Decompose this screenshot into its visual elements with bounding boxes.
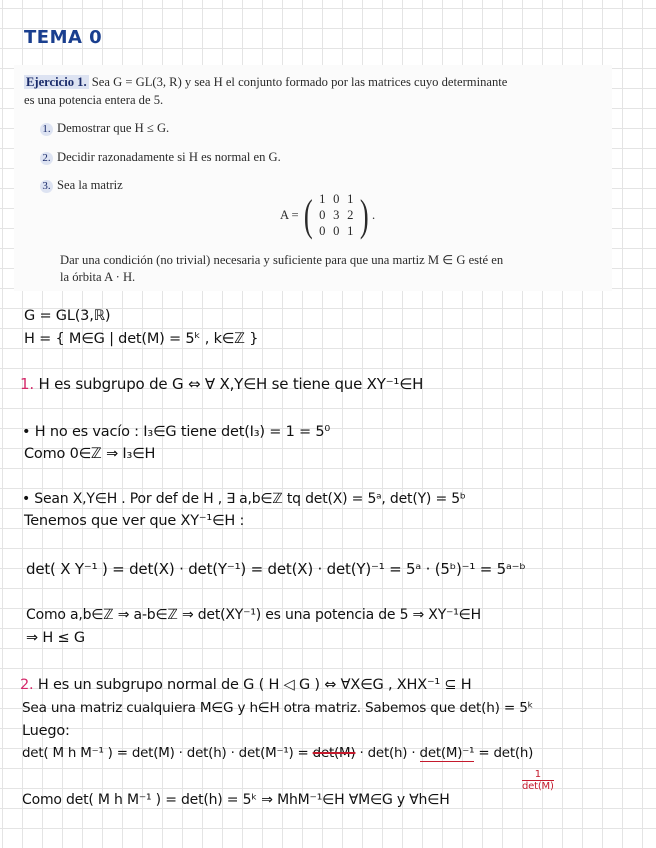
red-fraction-denominator: det(M) bbox=[522, 781, 554, 792]
matrix-lhs: A = bbox=[280, 208, 299, 222]
exercise-item-1 bbox=[40, 121, 169, 136]
item-number-badge: 3. bbox=[40, 180, 53, 193]
det2-cancelled: det(M) bbox=[312, 746, 356, 761]
como-line-2: ⇒ H ≤ G bbox=[26, 630, 85, 646]
matrix-cell: 0 bbox=[319, 224, 326, 238]
left-paren: ( bbox=[303, 190, 313, 240]
def-h: H = { M∈G | det(M) = 5ᵏ , k∈ℤ } bbox=[24, 331, 259, 347]
matrix-cell: 0 bbox=[333, 192, 340, 206]
exercise-statement-text: Sea G = GL(3, R) y sea H el conjunto formado por las matrices cuyo determinante bbox=[91, 75, 508, 89]
matrix-cell: 0 bbox=[319, 208, 326, 222]
matrix-a bbox=[301, 192, 372, 239]
exercise-label: Ejercicio 1. bbox=[26, 75, 87, 89]
exercise-item-2 bbox=[40, 150, 281, 165]
matrix-cell: 1 bbox=[347, 192, 354, 206]
exercise-statement-line-1 bbox=[24, 75, 507, 90]
red-fraction-annotation bbox=[522, 769, 554, 792]
part-number: 1. bbox=[20, 375, 34, 393]
det2-part-a: det( M h M⁻¹ ) = det(M) · det(h) · det(M⁻¹) = bbox=[22, 746, 313, 761]
det-equation-2 bbox=[22, 746, 533, 761]
part-1-text: H es subgrupo de G ⇔ ∀ X,Y∈H se tiene que XY⁻¹∈H bbox=[38, 375, 424, 393]
matrix-cell: 3 bbox=[333, 208, 340, 222]
item-number-badge: 2. bbox=[40, 152, 53, 165]
item-text: Sea la matriz bbox=[57, 178, 123, 192]
sea-line-1: Sea una matriz cualquiera M∈G y h∈H otra matriz. Sabemos que det(h) = 5ᵏ bbox=[22, 700, 534, 716]
part-2-text: H es un subgrupo normal de G ( H ◁ G ) ⇔ ∀X∈G , XHX⁻¹ ⊆ H bbox=[37, 677, 472, 693]
exercise-item-3 bbox=[40, 178, 123, 193]
matrix-entries bbox=[315, 192, 357, 239]
item-number-badge: 1. bbox=[40, 123, 53, 136]
nonempty-line-2: Como 0∈ℤ ⇒ I₃∈H bbox=[24, 446, 156, 462]
det-equation-1: det( X Y⁻¹ ) = det(X) · det(Y⁻¹) = det(X) · det(Y)⁻¹ = 5ᵃ · (5ᵇ)⁻¹ = 5ᵃ⁻ᵇ bbox=[26, 560, 526, 578]
nonempty-line-1: • H no es vacío : I₃∈G tiene det(I₃) = 1 = 5⁰ bbox=[22, 424, 331, 440]
matrix-cell: 0 bbox=[333, 224, 340, 238]
condition-line-2: la órbita A · H. bbox=[60, 270, 136, 284]
part-number: 2. bbox=[20, 677, 34, 693]
det2-underlined: det(M)⁻¹ bbox=[419, 746, 475, 761]
det2-part-c: · det(h) · bbox=[355, 746, 420, 761]
def-g: G = GL(3,ℝ) bbox=[24, 308, 111, 324]
final-line: Como det( M h M⁻¹ ) = det(h) = 5ᵏ ⇒ MhM⁻¹∈H ∀M∈G y ∀h∈H bbox=[22, 792, 450, 808]
part-2-heading bbox=[20, 677, 472, 693]
part-1-heading bbox=[20, 375, 423, 393]
page-title: TEMA 0 bbox=[24, 27, 103, 48]
como-line-1: Como a,b∈ℤ ⇒ a-b∈ℤ ⇒ det(XY⁻¹) es una potencia de 5 ⇒ XY⁻¹∈H bbox=[26, 607, 481, 623]
item-text: Demostrar que H ≤ G. bbox=[57, 121, 170, 135]
exercise-statement-line-2: es una potencia entera de 5. bbox=[24, 93, 164, 107]
red-fraction-numerator: 1 bbox=[522, 769, 554, 781]
matrix-cell: 1 bbox=[319, 192, 326, 206]
sean-line-2: Tenemos que ver que XY⁻¹∈H : bbox=[24, 513, 245, 529]
condition-line-1: Dar una condición (no trivial) necesaria y suficiente para que una martiz M ∈ G esté en bbox=[60, 253, 504, 267]
matrix-period: . bbox=[371, 208, 376, 222]
right-paren: ) bbox=[360, 190, 370, 240]
matrix-cell: 1 bbox=[347, 224, 354, 238]
matrix-equation bbox=[280, 192, 375, 239]
item-text: Decidir razonadamente si H es normal en G. bbox=[57, 150, 281, 164]
det2-part-e: = det(h) bbox=[474, 746, 534, 761]
matrix-cell: 2 bbox=[347, 208, 354, 222]
luego-label: Luego: bbox=[22, 723, 70, 739]
sean-line-1: • Sean X,Y∈H . Por def de H , ∃ a,b∈ℤ tq det(X) = 5ᵃ, det(Y) = 5ᵇ bbox=[22, 491, 466, 507]
